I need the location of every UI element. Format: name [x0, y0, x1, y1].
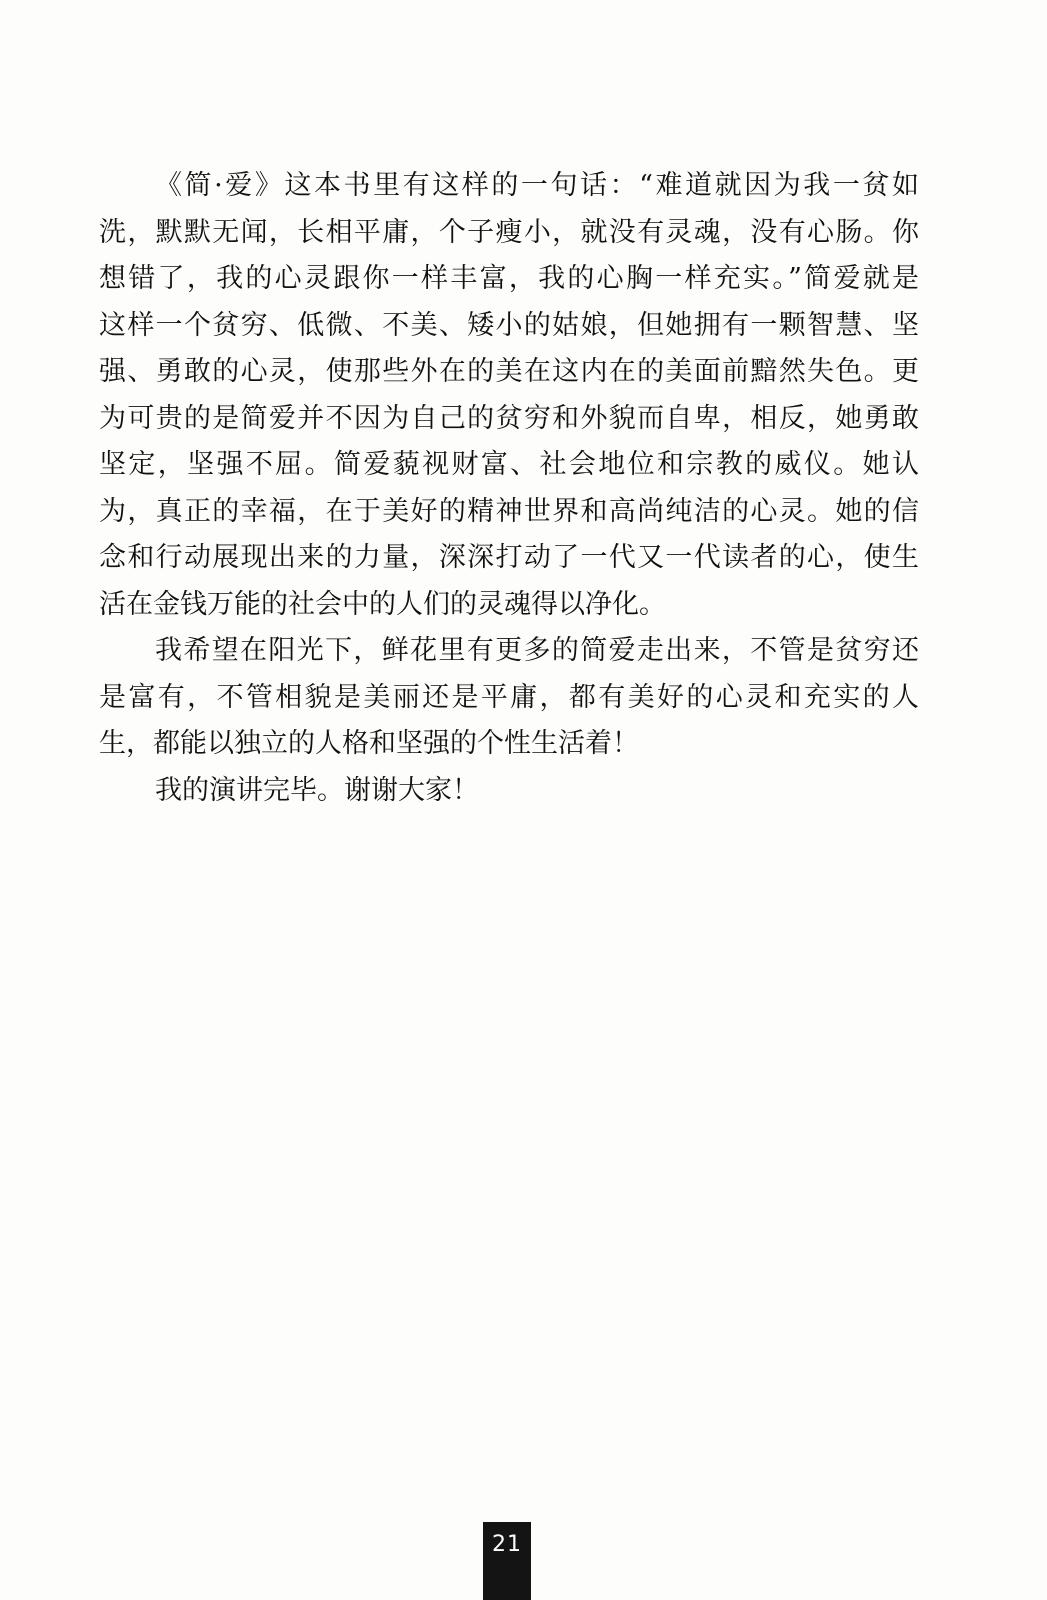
paragraph-3: [99, 768, 919, 815]
text-line: 《简·爱》这本书里有这样的一句话：“难道就因为我一贫如: [155, 170, 919, 201]
text-line: 为，真正的幸福，在于美好的精神世界和高尚纯洁的心灵。她的信: [99, 495, 919, 527]
text-line: 念和行动展现出来的力量，深深打动了一代又一代读者的心，使生: [99, 542, 919, 573]
text-line: 是富有，不管相貌是美丽还是平庸，都有美好的心灵和充实的人: [99, 681, 919, 713]
paragraph-1: [99, 163, 919, 628]
text-line: 洗，默默无闻，长相平庸，个子瘦小，就没有灵魂，没有心肠。你: [99, 216, 919, 248]
text-line: 活在金钱万能的社会中的人们的灵魂得以净化。: [99, 588, 666, 620]
text-line: 我的演讲完毕。谢谢大家！: [155, 774, 479, 806]
text-line: 我希望在阳光下，鲜花里有更多的简爱走出来，不管是贫穷还: [155, 635, 919, 666]
text-line: 强、勇敢的心灵，使那些外在的美在这内在的美面前黯然失色。更: [99, 356, 919, 387]
text-line: 生，都能以独立的人格和坚强的个性生活着！: [99, 728, 639, 759]
body-text: [99, 163, 919, 814]
text-line: 这样一个贫穷、低微、不美、矮小的姑娘，但她拥有一颗智慧、坚: [99, 309, 919, 341]
page-number-tab: [483, 1522, 531, 1600]
text-line: 想错了，我的心灵跟你一样丰富，我的心胸一样充实。”简爱就是: [99, 263, 919, 294]
paragraph-2: [99, 628, 919, 768]
text-line: 为可贵的是简爱并不因为自己的贫穷和外貌而自卑，相反，她勇敢: [99, 402, 919, 434]
text-line: 坚定，坚强不屈。简爱藐视财富、社会地位和宗教的威仪。她认: [99, 449, 919, 480]
page-number: 21: [492, 1532, 522, 1557]
